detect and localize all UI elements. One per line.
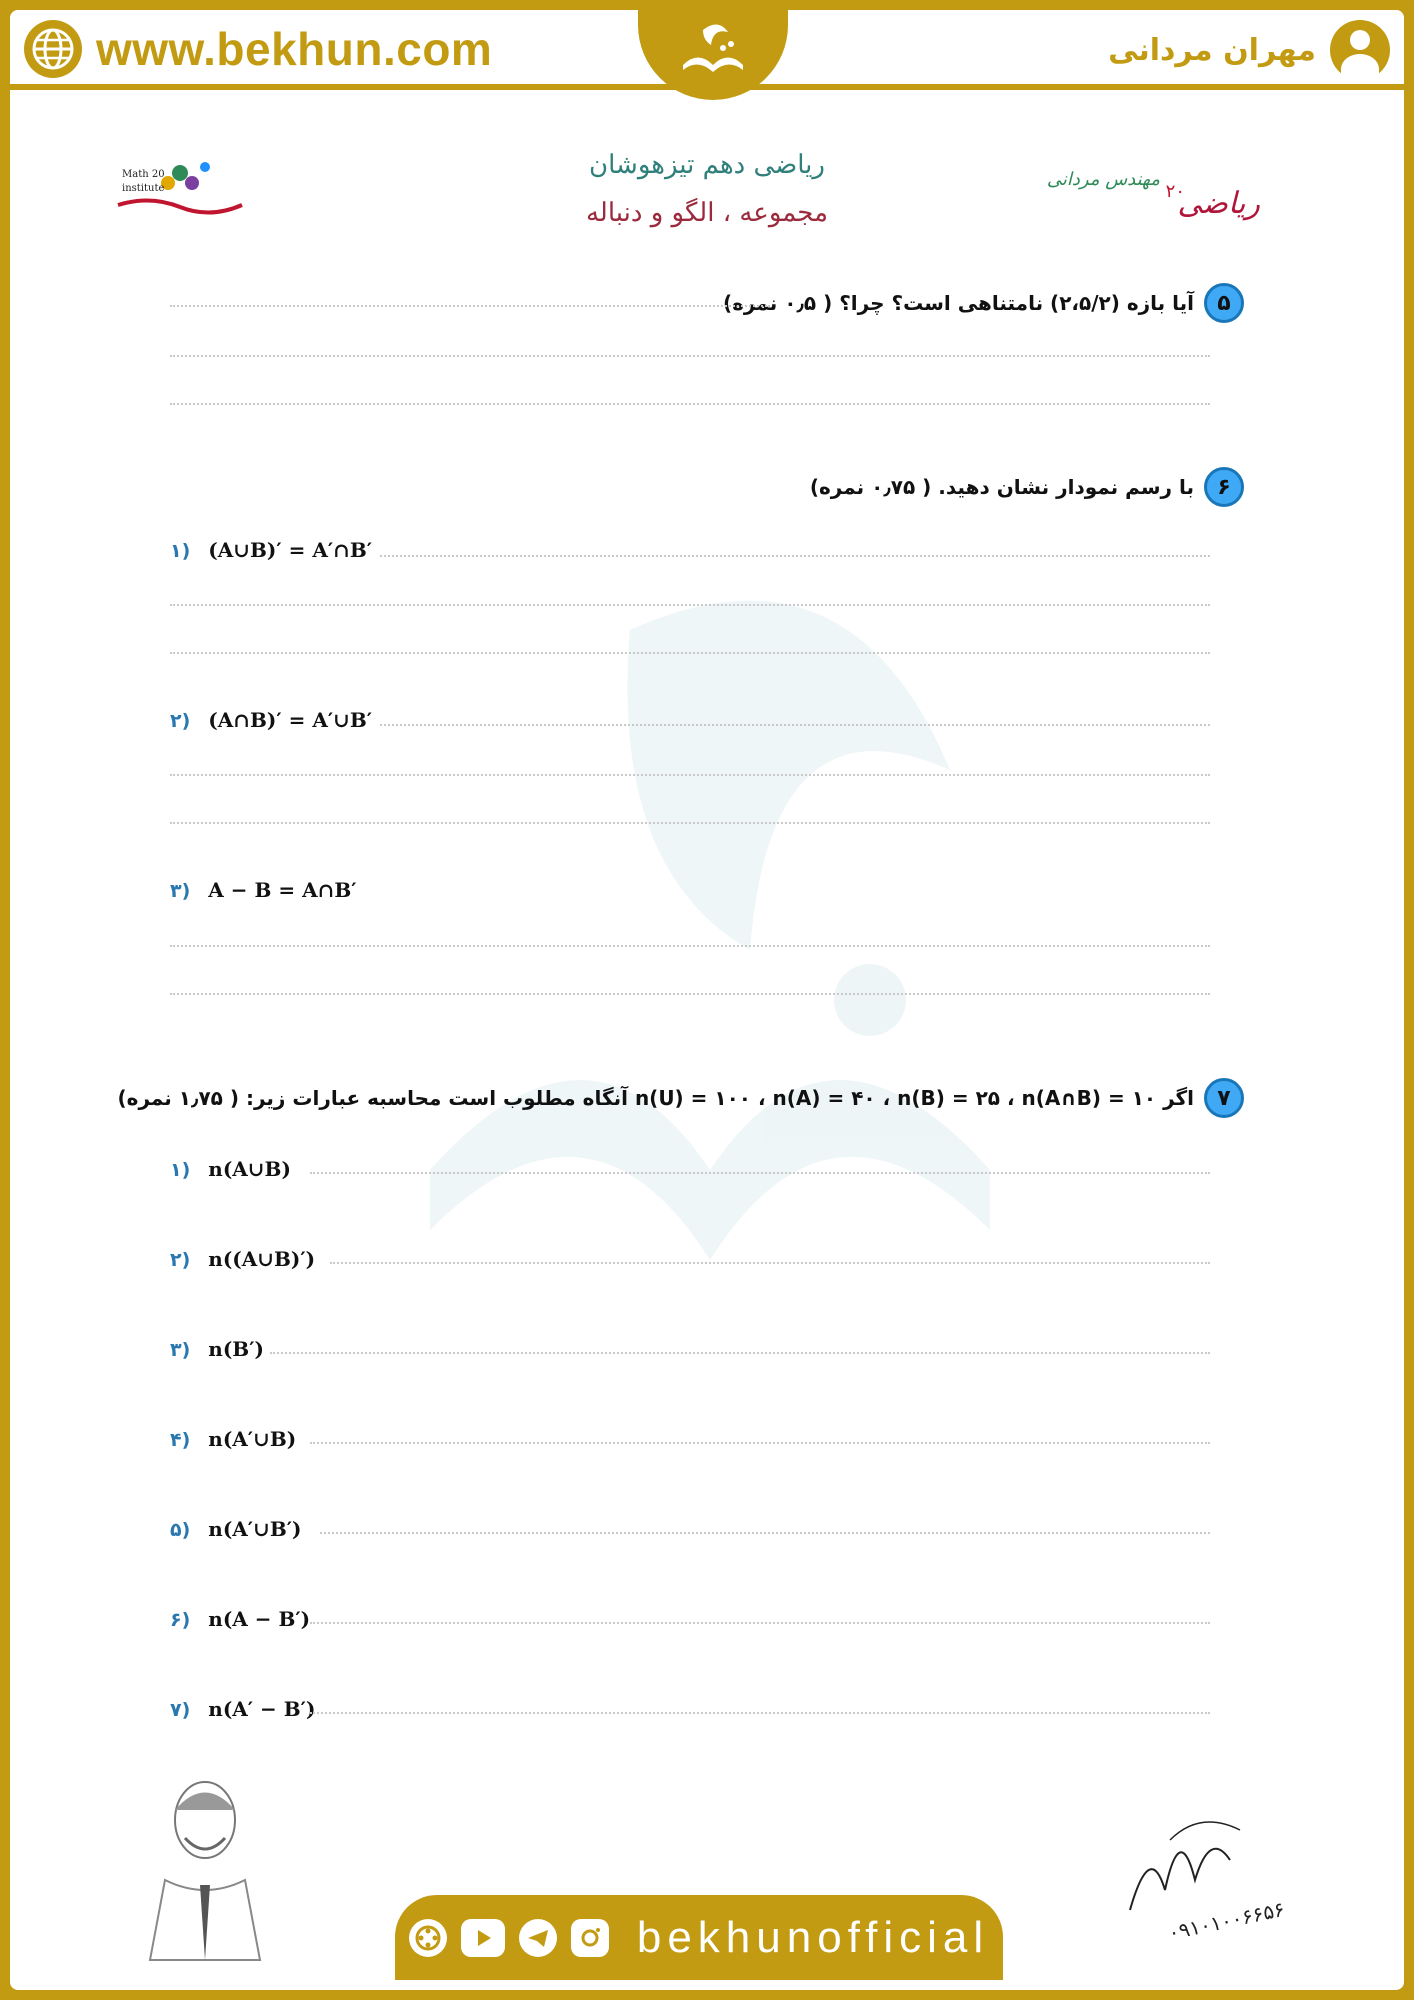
youtube-icon[interactable] xyxy=(461,1919,505,1957)
answer-line xyxy=(170,945,1210,947)
answer-line xyxy=(310,1622,1210,1624)
site-link[interactable] xyxy=(24,20,492,78)
answer-line xyxy=(170,993,1210,995)
answer-line xyxy=(170,305,770,307)
item-expression: n(A′∪B) xyxy=(208,1427,297,1451)
q6-item-3 xyxy=(170,878,357,902)
item-number: ۵) xyxy=(170,1519,191,1541)
q6-item-2 xyxy=(170,708,372,732)
item-expression: n((A∪B)′) xyxy=(208,1247,316,1271)
svg-text:ریاضی: ریاضی xyxy=(1177,186,1260,221)
svg-text:۲۰: ۲۰ xyxy=(1165,181,1185,202)
question-number-badge: ۶ xyxy=(1204,467,1244,507)
instagram-icon[interactable] xyxy=(571,1919,609,1957)
answer-line xyxy=(170,774,1210,776)
q7-item-7 xyxy=(170,1697,315,1721)
answer-line xyxy=(170,822,1210,824)
bekhun-watermark-icon xyxy=(330,570,1090,1390)
svg-text:institute: institute xyxy=(122,183,165,194)
question-number-badge: ۷ xyxy=(1204,1078,1244,1118)
item-number: ۳) xyxy=(170,1339,191,1361)
answer-line xyxy=(170,652,1210,654)
question-number-badge: ۵ xyxy=(1204,283,1244,323)
question-5 xyxy=(723,283,1244,323)
page-subtitle: مجموعه ، الگو و دنباله xyxy=(585,198,828,228)
answer-line xyxy=(380,555,1210,557)
question-7 xyxy=(118,1078,1245,1118)
question-6 xyxy=(810,467,1244,507)
top-bar xyxy=(10,10,1404,90)
item-number: ۱) xyxy=(170,540,191,562)
question-text: با رسم نمودار نشان دهید. ( ۰٫۷۵ نمره) xyxy=(809,475,1194,499)
item-number: ۷) xyxy=(170,1699,191,1721)
q7-item-1 xyxy=(170,1157,291,1181)
q7-item-3 xyxy=(170,1337,264,1361)
svg-text:مهندس مردانی: مهندس مردانی xyxy=(1046,169,1160,190)
question-text: آیا بازه (۲،۵/۲) نامتناهی است؟ چرا؟ ( ۰٫۵ نمره) xyxy=(722,291,1194,315)
author-name: مهران مردانی xyxy=(1108,32,1316,68)
site-url[interactable]: www.bekhun.com xyxy=(96,23,493,75)
bekhun-logo-icon xyxy=(638,0,788,100)
author-signature xyxy=(1110,1800,1300,1950)
page-frame xyxy=(10,10,1404,1990)
item-expression: (A∩B)′ = A′∪B′ xyxy=(208,708,373,732)
author-badge xyxy=(1108,20,1390,80)
svg-text:۰۹۱۰۱۰۰۶۶۵۶: ۰۹۱۰۱۰۰۶۶۵۶ xyxy=(1166,1896,1287,1945)
item-expression: A − B = A∩B′ xyxy=(208,878,357,902)
item-expression: n(A′ − B′) xyxy=(208,1697,316,1721)
answer-line xyxy=(310,1712,1210,1714)
answer-line xyxy=(170,403,1210,405)
author-portrait xyxy=(130,1760,280,1960)
answer-line xyxy=(170,355,1210,357)
item-number: ۲) xyxy=(170,710,191,732)
riazi20-brand-logo xyxy=(1046,155,1270,235)
q6-item-1 xyxy=(170,538,372,562)
item-expression: n(B′) xyxy=(208,1337,264,1361)
item-expression: (A∪B)′ = A′∩B′ xyxy=(208,538,373,562)
q7-item-6 xyxy=(170,1607,310,1631)
globe-icon xyxy=(24,20,82,78)
q7-item-4 xyxy=(170,1427,296,1451)
answer-line xyxy=(330,1262,1210,1264)
item-number: ۲) xyxy=(170,1249,191,1271)
answer-line xyxy=(270,1352,1210,1354)
item-expression: n(A′∪B′) xyxy=(208,1517,302,1541)
answer-line xyxy=(380,724,1210,726)
item-number: ۳) xyxy=(170,880,191,902)
film-reel-icon[interactable] xyxy=(409,1919,447,1957)
answer-line xyxy=(320,1532,1210,1534)
social-handle[interactable]: bekhunofficial xyxy=(636,1912,990,1962)
answer-line xyxy=(170,604,1210,606)
svg-text:Math 20: Math 20 xyxy=(122,169,165,180)
item-number: ۴) xyxy=(170,1429,191,1451)
social-bar xyxy=(395,1895,1003,1980)
item-expression: n(A − B′) xyxy=(208,1607,311,1631)
answer-line xyxy=(310,1172,1210,1174)
answer-line xyxy=(310,1442,1210,1444)
question-text: اگر n(U) = ۱۰۰ ، n(A) = ۴۰ ، n(B) = ۲۵ ، n(A∩B) = ۱۰ آنگاه مطلوب است محاسبه عبارات زیر: ( ۱٫۷۵ نمره) xyxy=(117,1086,1194,1110)
q7-item-5 xyxy=(170,1517,301,1541)
page-title: ریاضی دهم تیزهوشان xyxy=(589,150,825,180)
item-number: ۶) xyxy=(170,1609,191,1631)
telegram-icon[interactable] xyxy=(519,1919,557,1957)
user-avatar-icon xyxy=(1330,20,1390,80)
q7-item-2 xyxy=(170,1247,315,1271)
item-expression: n(A∪B) xyxy=(208,1157,291,1181)
item-number: ۱) xyxy=(170,1159,191,1181)
